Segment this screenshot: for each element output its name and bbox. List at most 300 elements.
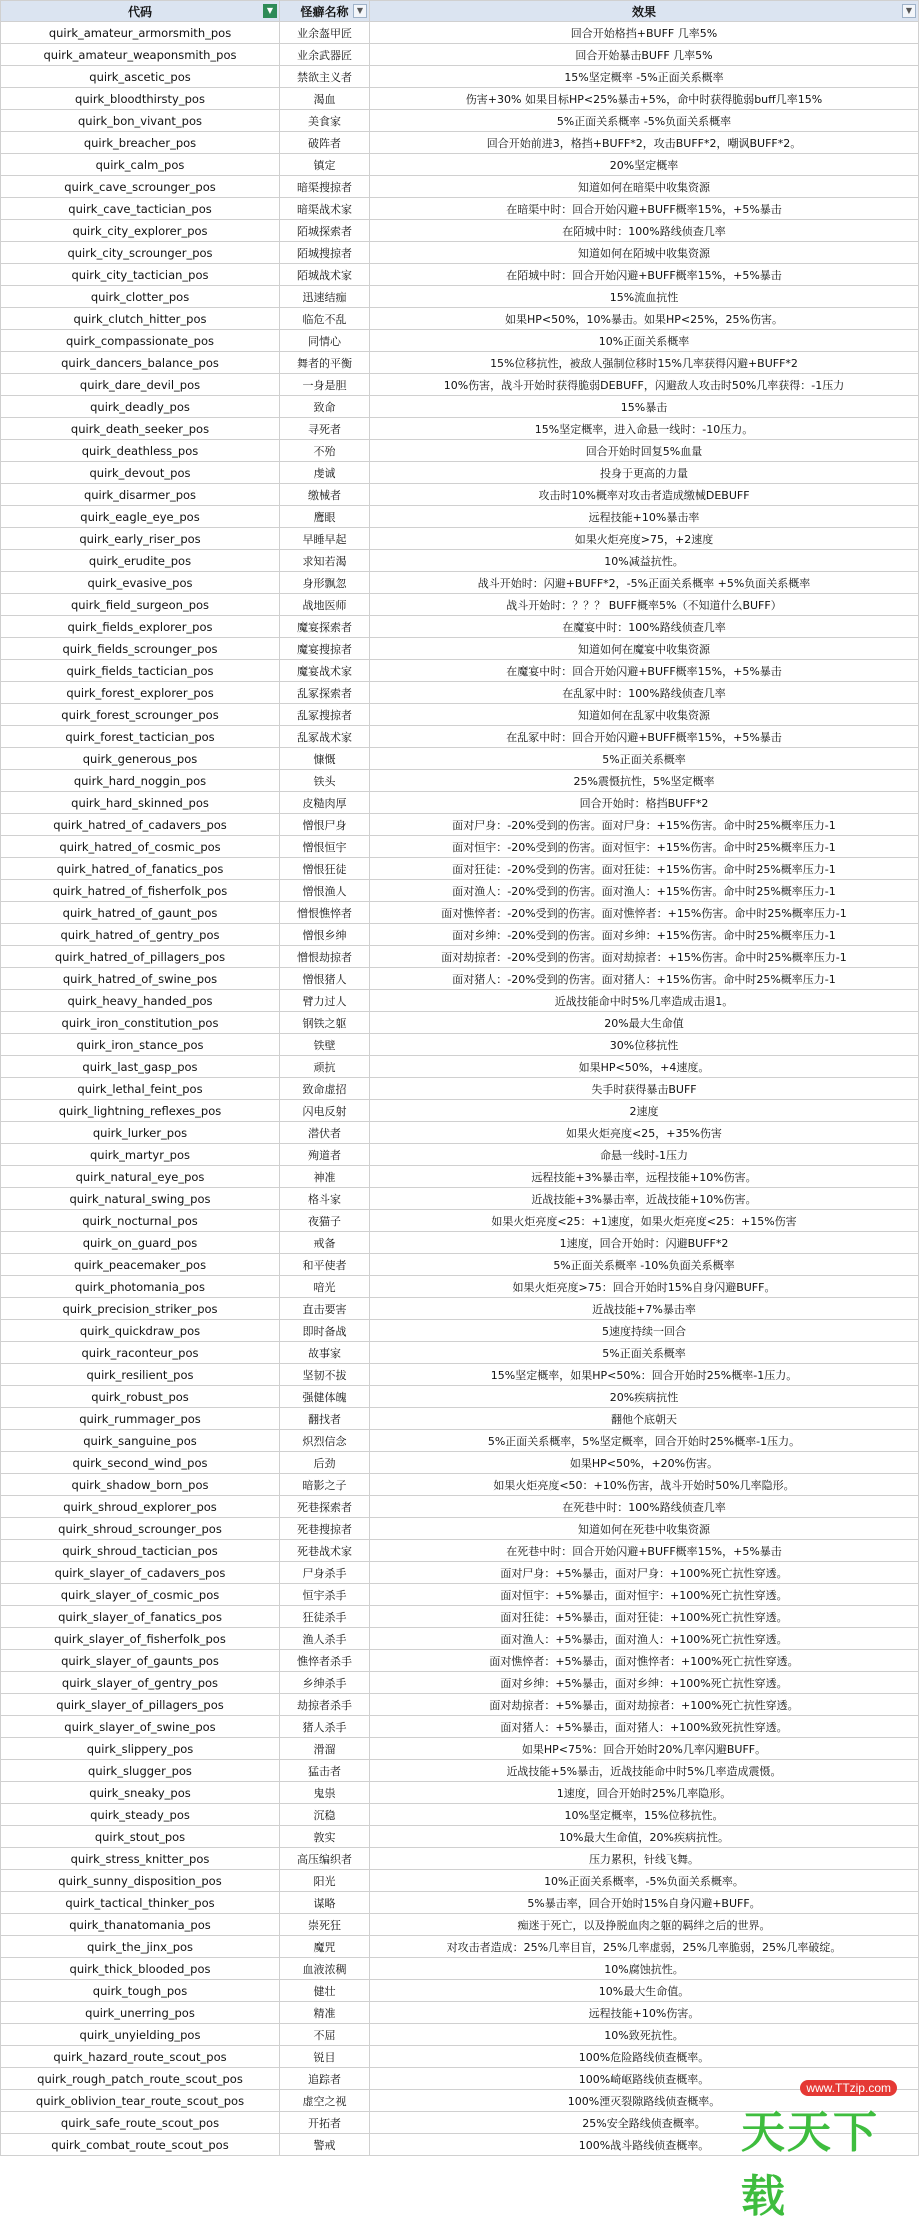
cell-effect[interactable]: 100%危险路线侦查概率。 <box>370 2046 919 2067</box>
cell-code[interactable]: quirk_natural_swing_pos <box>0 1188 280 1209</box>
cell-code[interactable]: quirk_slayer_of_gentry_pos <box>0 1672 280 1693</box>
cell-effect[interactable]: 在乱冢中时：回合开始闪避+BUFF概率15%，+5%暴击 <box>370 726 919 747</box>
cell-effect[interactable]: 25%震慑抗性，5%坚定概率 <box>370 770 919 791</box>
cell-name[interactable]: 虚空之视 <box>280 2090 370 2111</box>
cell-effect[interactable]: 在暗渠中时：回合开始闪避+BUFF概率15%，+5%暴击 <box>370 198 919 219</box>
cell-name[interactable]: 喑光 <box>280 1276 370 1297</box>
cell-name[interactable]: 业余盔甲匠 <box>280 22 370 43</box>
cell-effect[interactable]: 10%最大生命值。 <box>370 1980 919 2001</box>
cell-effect[interactable]: 如果火炬亮度>75：回合开始时15%自身闪避BUFF。 <box>370 1276 919 1297</box>
cell-effect[interactable]: 25%安全路线侦查概率。 <box>370 2112 919 2133</box>
cell-name[interactable]: 陌城战术家 <box>280 264 370 285</box>
cell-effect[interactable]: 100%战斗路线侦查概率。 <box>370 2134 919 2155</box>
cell-code[interactable]: quirk_rough_patch_route_scout_pos <box>0 2068 280 2089</box>
cell-name[interactable]: 陌城搜掠者 <box>280 242 370 263</box>
cell-effect[interactable]: 面对恒宇：+5%暴击，面对恒宇：+100%死亡抗性穿透。 <box>370 1584 919 1605</box>
cell-name[interactable]: 魔宴搜掠者 <box>280 638 370 659</box>
cell-code[interactable]: quirk_hatred_of_cadavers_pos <box>0 814 280 835</box>
cell-name[interactable]: 乱冢战术家 <box>280 726 370 747</box>
cell-name[interactable]: 开拓者 <box>280 2112 370 2133</box>
cell-code[interactable]: quirk_natural_eye_pos <box>0 1166 280 1187</box>
cell-effect[interactable]: 战斗开始时：闪避+BUFF*2，-5%正面关系概率 +5%负面关系概率 <box>370 572 919 593</box>
cell-effect[interactable]: 战斗开始时：？？？ BUFF概率5%（不知道什么BUFF） <box>370 594 919 615</box>
cell-effect[interactable]: 痴迷于死亡，以及挣脱血肉之躯的羁绊之后的世界。 <box>370 1914 919 1935</box>
cell-code[interactable]: quirk_deadly_pos <box>0 396 280 417</box>
cell-name[interactable]: 魔宴战术家 <box>280 660 370 681</box>
cell-code[interactable]: quirk_lightning_reflexes_pos <box>0 1100 280 1121</box>
cell-code[interactable]: quirk_photomania_pos <box>0 1276 280 1297</box>
cell-code[interactable]: quirk_deathless_pos <box>0 440 280 461</box>
cell-code[interactable]: quirk_sanguine_pos <box>0 1430 280 1451</box>
cell-effect[interactable]: 在乱冢中时：100%路线侦查几率 <box>370 682 919 703</box>
cell-code[interactable]: quirk_hazard_route_scout_pos <box>0 2046 280 2067</box>
cell-effect[interactable]: 回合开始前进3，格挡+BUFF*2，攻击BUFF*2，嘲讽BUFF*2。 <box>370 132 919 153</box>
cell-effect[interactable]: 面对狂徒：+5%暴击，面对狂徒：+100%死亡抗性穿透。 <box>370 1606 919 1627</box>
cell-effect[interactable]: 如果火炬亮度<25：+1速度，如果火炬亮度<25：+15%伤害 <box>370 1210 919 1231</box>
cell-code[interactable]: quirk_thick_blooded_pos <box>0 1958 280 1979</box>
column-header-name[interactable] <box>280 1 370 21</box>
cell-name[interactable]: 猪人杀手 <box>280 1716 370 1737</box>
cell-name[interactable]: 战地医师 <box>280 594 370 615</box>
cell-name[interactable]: 美食家 <box>280 110 370 131</box>
cell-name[interactable]: 戒备 <box>280 1232 370 1253</box>
cell-code[interactable]: quirk_sunny_disposition_pos <box>0 1870 280 1891</box>
cell-name[interactable]: 顽抗 <box>280 1056 370 1077</box>
cell-name[interactable]: 渔人杀手 <box>280 1628 370 1649</box>
cell-effect[interactable]: 面对尸身：+5%暴击，面对尸身：+100%死亡抗性穿透。 <box>370 1562 919 1583</box>
cell-code[interactable]: quirk_unerring_pos <box>0 2002 280 2023</box>
filter-icon[interactable]: ▼ <box>263 4 277 18</box>
cell-name[interactable]: 憎恨恒宇 <box>280 836 370 857</box>
cell-name[interactable]: 憎恨尸身 <box>280 814 370 835</box>
cell-effect[interactable]: 面对猪人：-20%受到的伤害。面对猪人：+15%伤害。命中时25%概率压力-1 <box>370 968 919 989</box>
cell-code[interactable]: quirk_robust_pos <box>0 1386 280 1407</box>
cell-effect[interactable]: 知道如何在乱冢中收集资源 <box>370 704 919 725</box>
cell-name[interactable]: 舞者的平衡 <box>280 352 370 373</box>
cell-name[interactable]: 憎恨乡绅 <box>280 924 370 945</box>
cell-name[interactable]: 谋略 <box>280 1892 370 1913</box>
cell-code[interactable]: quirk_steady_pos <box>0 1804 280 1825</box>
cell-effect[interactable]: 15%暴击 <box>370 396 919 417</box>
cell-name[interactable]: 乱冢探索者 <box>280 682 370 703</box>
cell-name[interactable]: 潜伏者 <box>280 1122 370 1143</box>
cell-code[interactable]: quirk_on_guard_pos <box>0 1232 280 1253</box>
cell-name[interactable]: 故事家 <box>280 1342 370 1363</box>
cell-effect[interactable]: 2速度 <box>370 1100 919 1121</box>
cell-name[interactable]: 坚韧不拔 <box>280 1364 370 1385</box>
cell-effect[interactable]: 30%位移抗性 <box>370 1034 919 1055</box>
cell-effect[interactable]: 面对渔人：+5%暴击，面对渔人：+100%死亡抗性穿透。 <box>370 1628 919 1649</box>
cell-effect[interactable]: 在魔宴中时：100%路线侦查几率 <box>370 616 919 637</box>
cell-code[interactable]: quirk_slayer_of_swine_pos <box>0 1716 280 1737</box>
cell-name[interactable]: 同情心 <box>280 330 370 351</box>
cell-effect[interactable]: 近战技能+3%暴击率，近战技能+10%伤害。 <box>370 1188 919 1209</box>
cell-effect[interactable]: 100%崎岖路线侦查概率。 <box>370 2068 919 2089</box>
cell-effect[interactable]: 20%坚定概率 <box>370 154 919 175</box>
cell-name[interactable]: 鹰眼 <box>280 506 370 527</box>
cell-effect[interactable]: 10%正面关系概率，-5%负面关系概率。 <box>370 1870 919 1891</box>
cell-name[interactable]: 直击要害 <box>280 1298 370 1319</box>
cell-code[interactable]: quirk_ascetic_pos <box>0 66 280 87</box>
cell-code[interactable]: quirk_rummager_pos <box>0 1408 280 1429</box>
cell-effect[interactable]: 如果火炬亮度>75，+2速度 <box>370 528 919 549</box>
cell-effect[interactable]: 10%减益抗性。 <box>370 550 919 571</box>
cell-name[interactable]: 尸身杀手 <box>280 1562 370 1583</box>
cell-effect[interactable]: 翻他个底朝天 <box>370 1408 919 1429</box>
cell-effect[interactable]: 如果HP<50%，+20%伤害。 <box>370 1452 919 1473</box>
table-row <box>0 1474 919 1496</box>
cell-code[interactable]: quirk_city_tactician_pos <box>0 264 280 285</box>
cell-code[interactable]: quirk_lurker_pos <box>0 1122 280 1143</box>
cell-code[interactable]: quirk_hatred_of_gaunt_pos <box>0 902 280 923</box>
cell-effect[interactable]: 面对劫掠者：+5%暴击，面对劫掠者：+100%死亡抗性穿透。 <box>370 1694 919 1715</box>
cell-code[interactable]: quirk_amateur_weaponsmith_pos <box>0 44 280 65</box>
cell-effect[interactable]: 10%坚定概率，15%位移抗性。 <box>370 1804 919 1825</box>
cell-name[interactable]: 身形飘忽 <box>280 572 370 593</box>
column-header-effect[interactable] <box>370 1 919 21</box>
cell-code[interactable]: quirk_forest_scrounger_pos <box>0 704 280 725</box>
cell-code[interactable]: quirk_heavy_handed_pos <box>0 990 280 1011</box>
cell-code[interactable]: quirk_erudite_pos <box>0 550 280 571</box>
cell-code[interactable]: quirk_shadow_born_pos <box>0 1474 280 1495</box>
cell-effect[interactable]: 如果火炬亮度<50：+10%伤害，战斗开始时50%几率隐形。 <box>370 1474 919 1495</box>
cell-effect[interactable]: 回合开始时：格挡BUFF*2 <box>370 792 919 813</box>
cell-code[interactable]: quirk_raconteur_pos <box>0 1342 280 1363</box>
cell-code[interactable]: quirk_fields_explorer_pos <box>0 616 280 637</box>
cell-code[interactable]: quirk_precision_striker_pos <box>0 1298 280 1319</box>
cell-effect[interactable]: 5速度持续一回合 <box>370 1320 919 1341</box>
cell-effect[interactable]: 在陌城中时：回合开始闪避+BUFF概率15%，+5%暴击 <box>370 264 919 285</box>
cell-name[interactable]: 神准 <box>280 1166 370 1187</box>
cell-name[interactable]: 憎恨憔悴者 <box>280 902 370 923</box>
column-header-code[interactable] <box>0 1 280 21</box>
cell-code[interactable]: quirk_dare_devil_pos <box>0 374 280 395</box>
cell-effect[interactable]: 攻击时10%概率对攻击者造成缴械DEBUFF <box>370 484 919 505</box>
cell-code[interactable]: quirk_city_explorer_pos <box>0 220 280 241</box>
cell-code[interactable]: quirk_hatred_of_fisherfolk_pos <box>0 880 280 901</box>
cell-code[interactable]: quirk_tough_pos <box>0 1980 280 2001</box>
cell-code[interactable]: quirk_hatred_of_fanatics_pos <box>0 858 280 879</box>
cell-code[interactable]: quirk_tactical_thinker_pos <box>0 1892 280 1913</box>
cell-code[interactable]: quirk_sneaky_pos <box>0 1782 280 1803</box>
cell-name[interactable]: 劫掠者杀手 <box>280 1694 370 1715</box>
cell-name[interactable]: 憎恨渔人 <box>280 880 370 901</box>
cell-effect[interactable]: 10%致死抗性。 <box>370 2024 919 2045</box>
cell-name[interactable]: 魔宴探索者 <box>280 616 370 637</box>
cell-name[interactable]: 致命 <box>280 396 370 417</box>
cell-code[interactable]: quirk_slayer_of_pillagers_pos <box>0 1694 280 1715</box>
cell-effect[interactable]: 10%伤害，战斗开始时获得脆弱DEBUFF，闪避敌人攻击时50%几率获得：-1压力 <box>370 374 919 395</box>
cell-code[interactable]: quirk_hatred_of_pillagers_pos <box>0 946 280 967</box>
cell-code[interactable]: quirk_unyielding_pos <box>0 2024 280 2045</box>
cell-name[interactable]: 铁壁 <box>280 1034 370 1055</box>
cell-name[interactable]: 殉道者 <box>280 1144 370 1165</box>
cell-effect[interactable]: 面对乡绅：-20%受到的伤害。面对乡绅：+15%伤害。命中时25%概率压力-1 <box>370 924 919 945</box>
cell-effect[interactable]: 15%坚定概率 -5%正面关系概率 <box>370 66 919 87</box>
cell-code[interactable]: quirk_peacemaker_pos <box>0 1254 280 1275</box>
cell-code[interactable]: quirk_thanatomania_pos <box>0 1914 280 1935</box>
cell-effect[interactable]: 面对狂徒：-20%受到的伤害。面对狂徒：+15%伤害。命中时25%概率压力-1 <box>370 858 919 879</box>
cell-code[interactable]: quirk_iron_constitution_pos <box>0 1012 280 1033</box>
cell-effect[interactable]: 面对猪人：+5%暴击，面对猪人：+100%致死抗性穿透。 <box>370 1716 919 1737</box>
cell-code[interactable]: quirk_breacher_pos <box>0 132 280 153</box>
cell-effect[interactable]: 在魔宴中时：回合开始闪避+BUFF概率15%，+5%暴击 <box>370 660 919 681</box>
cell-name[interactable]: 炽烈信念 <box>280 1430 370 1451</box>
cell-name[interactable]: 暗渠搜掠者 <box>280 176 370 197</box>
cell-name[interactable]: 滑溜 <box>280 1738 370 1759</box>
cell-effect[interactable]: 15%坚定概率，进入命悬一线时：-10压力。 <box>370 418 919 439</box>
cell-effect[interactable]: 面对劫掠者：-20%受到的伤害。面对劫掠者：+15%伤害。命中时25%概率压力-1 <box>370 946 919 967</box>
cell-code[interactable]: quirk_stress_knitter_pos <box>0 1848 280 1869</box>
cell-code[interactable]: quirk_clutch_hitter_pos <box>0 308 280 329</box>
cell-effect[interactable]: 1速度，回合开始时：闪避BUFF*2 <box>370 1232 919 1253</box>
cell-effect[interactable]: 回合开始格挡+BUFF 几率5% <box>370 22 919 43</box>
cell-effect[interactable]: 10%腐蚀抗性。 <box>370 1958 919 1979</box>
cell-name[interactable]: 即时备战 <box>280 1320 370 1341</box>
cell-effect[interactable]: 对攻击者造成：25%几率目盲，25%几率虚弱，25%几率脆弱，25%几率破绽。 <box>370 1936 919 1957</box>
cell-effect[interactable]: 15%位移抗性，被敌人强制位移时15%几率获得闪避+BUFF*2 <box>370 352 919 373</box>
cell-code[interactable]: quirk_death_seeker_pos <box>0 418 280 439</box>
cell-name[interactable]: 禁欲主义者 <box>280 66 370 87</box>
cell-effect[interactable]: 如果HP<50%，10%暴击。如果HP<25%，25%伤害。 <box>370 308 919 329</box>
cell-effect[interactable]: 20%最大生命值 <box>370 1012 919 1033</box>
cell-name[interactable]: 求知若渴 <box>280 550 370 571</box>
cell-name[interactable]: 不殆 <box>280 440 370 461</box>
cell-effect[interactable]: 远程技能+3%暴击率，远程技能+10%伤害。 <box>370 1166 919 1187</box>
cell-effect[interactable]: 15%流血抗性 <box>370 286 919 307</box>
cell-code[interactable]: quirk_shroud_explorer_pos <box>0 1496 280 1517</box>
cell-name[interactable]: 死巷探索者 <box>280 1496 370 1517</box>
cell-code[interactable]: quirk_slayer_of_gaunts_pos <box>0 1650 280 1671</box>
cell-effect[interactable]: 5%正面关系概率 -5%负面关系概率 <box>370 110 919 131</box>
cell-name[interactable]: 敦实 <box>280 1826 370 1847</box>
cell-name[interactable]: 迅速结痂 <box>280 286 370 307</box>
cell-name[interactable]: 恒宇杀手 <box>280 1584 370 1605</box>
cell-name[interactable]: 临危不乱 <box>280 308 370 329</box>
cell-name[interactable]: 沉稳 <box>280 1804 370 1825</box>
cell-effect[interactable]: 命悬一线时-1压力 <box>370 1144 919 1165</box>
cell-name[interactable]: 锐目 <box>280 2046 370 2067</box>
cell-name[interactable]: 虔诚 <box>280 462 370 483</box>
cell-name[interactable]: 警戒 <box>280 2134 370 2155</box>
cell-effect[interactable]: 在死巷中时：回合开始闪避+BUFF概率15%，+5%暴击 <box>370 1540 919 1561</box>
cell-code[interactable]: quirk_the_jinx_pos <box>0 1936 280 1957</box>
cell-name[interactable]: 寻死者 <box>280 418 370 439</box>
cell-code[interactable]: quirk_lethal_feint_pos <box>0 1078 280 1099</box>
cell-code[interactable]: quirk_second_wind_pos <box>0 1452 280 1473</box>
cell-name[interactable]: 夜猫子 <box>280 1210 370 1231</box>
cell-name[interactable]: 憎恨猪人 <box>280 968 370 989</box>
cell-effect[interactable]: 5%正面关系概率 -10%负面关系概率 <box>370 1254 919 1275</box>
cell-name[interactable]: 追踪者 <box>280 2068 370 2089</box>
cell-effect[interactable]: 5%暴击率，回合开始时15%自身闪避+BUFF。 <box>370 1892 919 1913</box>
cell-code[interactable]: quirk_iron_stance_pos <box>0 1034 280 1055</box>
cell-name[interactable]: 魔咒 <box>280 1936 370 1957</box>
cell-effect[interactable]: 近战技能命中时5%几率造成击退1。 <box>370 990 919 1011</box>
cell-code[interactable]: quirk_combat_route_scout_pos <box>0 2134 280 2155</box>
cell-code[interactable]: quirk_hatred_of_gentry_pos <box>0 924 280 945</box>
cell-name[interactable]: 暗影之子 <box>280 1474 370 1495</box>
cell-code[interactable]: quirk_safe_route_scout_pos <box>0 2112 280 2133</box>
cell-effect[interactable]: 知道如何在魔宴中收集资源 <box>370 638 919 659</box>
cell-effect[interactable]: 知道如何在暗渠中收集资源 <box>370 176 919 197</box>
cell-name[interactable]: 陌城探索者 <box>280 220 370 241</box>
cell-name[interactable]: 钢铁之躯 <box>280 1012 370 1033</box>
cell-name[interactable]: 慷慨 <box>280 748 370 769</box>
cell-effect[interactable]: 投身于更高的力量 <box>370 462 919 483</box>
cell-code[interactable]: quirk_hard_noggin_pos <box>0 770 280 791</box>
cell-code[interactable]: quirk_slugger_pos <box>0 1760 280 1781</box>
cell-name[interactable]: 猛击者 <box>280 1760 370 1781</box>
cell-effect[interactable]: 如果HP<75%：回合开始时20%几率闪避BUFF。 <box>370 1738 919 1759</box>
cell-effect[interactable]: 回合开始暴击BUFF 几率5% <box>370 44 919 65</box>
cell-code[interactable]: quirk_bon_vivant_pos <box>0 110 280 131</box>
cell-name[interactable]: 翻找者 <box>280 1408 370 1429</box>
cell-code[interactable]: quirk_generous_pos <box>0 748 280 769</box>
cell-code[interactable]: quirk_slippery_pos <box>0 1738 280 1759</box>
cell-code[interactable]: quirk_quickdraw_pos <box>0 1320 280 1341</box>
cell-effect[interactable]: 近战技能+5%暴击，近战技能命中时5%几率造成震慑。 <box>370 1760 919 1781</box>
cell-name[interactable]: 死巷战术家 <box>280 1540 370 1561</box>
cell-effect[interactable]: 5%正面关系概率 <box>370 1342 919 1363</box>
filter-dropdown-icon[interactable]: ▼ <box>902 4 916 18</box>
cell-code[interactable]: quirk_devout_pos <box>0 462 280 483</box>
cell-code[interactable]: quirk_oblivion_tear_route_scout_pos <box>0 2090 280 2111</box>
cell-code[interactable]: quirk_bloodthirsty_pos <box>0 88 280 109</box>
cell-effect[interactable]: 如果HP<50%，+4速度。 <box>370 1056 919 1077</box>
cell-name[interactable]: 业余武器匠 <box>280 44 370 65</box>
cell-effect[interactable]: 伤害+30% 如果目标HP<25%暴击+5%，命中时获得脆弱buff几率15% <box>370 88 919 109</box>
cell-name[interactable]: 铁头 <box>280 770 370 791</box>
cell-name[interactable]: 狂徒杀手 <box>280 1606 370 1627</box>
cell-code[interactable]: quirk_dancers_balance_pos <box>0 352 280 373</box>
cell-effect[interactable]: 知道如何在陌城中收集资源 <box>370 242 919 263</box>
cell-name[interactable]: 致命虚招 <box>280 1078 370 1099</box>
cell-name[interactable]: 格斗家 <box>280 1188 370 1209</box>
cell-name[interactable]: 血液浓稠 <box>280 1958 370 1979</box>
cell-code[interactable]: quirk_compassionate_pos <box>0 330 280 351</box>
cell-name[interactable]: 健壮 <box>280 1980 370 2001</box>
cell-code[interactable]: quirk_cave_scrounger_pos <box>0 176 280 197</box>
cell-code[interactable]: quirk_field_surgeon_pos <box>0 594 280 615</box>
cell-name[interactable]: 乡绅杀手 <box>280 1672 370 1693</box>
cell-name[interactable]: 暗渠战术家 <box>280 198 370 219</box>
cell-name[interactable]: 憎恨劫掠者 <box>280 946 370 967</box>
cell-effect[interactable]: 在陌城中时：100%路线侦查几率 <box>370 220 919 241</box>
cell-code[interactable]: quirk_eagle_eye_pos <box>0 506 280 527</box>
cell-effect[interactable]: 远程技能+10%暴击率 <box>370 506 919 527</box>
cell-name[interactable]: 镇定 <box>280 154 370 175</box>
cell-code[interactable]: quirk_slayer_of_cadavers_pos <box>0 1562 280 1583</box>
cell-effect[interactable]: 10%最大生命值，20%疾病抗性。 <box>370 1826 919 1847</box>
cell-name[interactable]: 渴血 <box>280 88 370 109</box>
cell-code[interactable]: quirk_evasive_pos <box>0 572 280 593</box>
cell-code[interactable]: quirk_stout_pos <box>0 1826 280 1847</box>
cell-code[interactable]: quirk_calm_pos <box>0 154 280 175</box>
cell-code[interactable]: quirk_shroud_scrounger_pos <box>0 1518 280 1539</box>
cell-effect[interactable]: 面对乡绅：+5%暴击，面对乡绅：+100%死亡抗性穿透。 <box>370 1672 919 1693</box>
cell-name[interactable]: 破阵者 <box>280 132 370 153</box>
cell-effect[interactable]: 面对憔悴者：-20%受到的伤害。面对憔悴者：+15%伤害。命中时25%概率压力-1 <box>370 902 919 923</box>
cell-code[interactable]: quirk_fields_tactician_pos <box>0 660 280 681</box>
cell-code[interactable]: quirk_hatred_of_cosmic_pos <box>0 836 280 857</box>
cell-name[interactable]: 闪电反射 <box>280 1100 370 1121</box>
cell-name[interactable]: 皮糙肉厚 <box>280 792 370 813</box>
cell-code[interactable]: quirk_cave_tactician_pos <box>0 198 280 219</box>
cell-name[interactable]: 一身是胆 <box>280 374 370 395</box>
cell-name[interactable]: 缴械者 <box>280 484 370 505</box>
cell-effect[interactable]: 知道如何在死巷中收集资源 <box>370 1518 919 1539</box>
cell-name[interactable]: 憎恨狂徒 <box>280 858 370 879</box>
cell-effect[interactable]: 面对渔人：-20%受到的伤害。面对渔人：+15%伤害。命中时25%概率压力-1 <box>370 880 919 901</box>
cell-effect[interactable]: 20%疾病抗性 <box>370 1386 919 1407</box>
cell-effect[interactable]: 如果火炬亮度<25，+35%伤害 <box>370 1122 919 1143</box>
cell-code[interactable]: quirk_last_gasp_pos <box>0 1056 280 1077</box>
cell-code[interactable]: quirk_hard_skinned_pos <box>0 792 280 813</box>
cell-effect[interactable]: 5%正面关系概率 <box>370 748 919 769</box>
cell-code[interactable]: quirk_slayer_of_cosmic_pos <box>0 1584 280 1605</box>
cell-effect[interactable]: 失手时获得暴击BUFF <box>370 1078 919 1099</box>
cell-code[interactable]: quirk_hatred_of_swine_pos <box>0 968 280 989</box>
cell-code[interactable]: quirk_early_riser_pos <box>0 528 280 549</box>
cell-name[interactable]: 不屈 <box>280 2024 370 2045</box>
cell-code[interactable]: quirk_forest_tactician_pos <box>0 726 280 747</box>
cell-effect[interactable]: 1速度，回合开始时25%几率隐形。 <box>370 1782 919 1803</box>
cell-effect[interactable]: 10%正面关系概率 <box>370 330 919 351</box>
cell-name[interactable]: 高压编织者 <box>280 1848 370 1869</box>
cell-code[interactable]: quirk_shroud_tactician_pos <box>0 1540 280 1561</box>
cell-code[interactable]: quirk_resilient_pos <box>0 1364 280 1385</box>
cell-code[interactable]: quirk_clotter_pos <box>0 286 280 307</box>
cell-effect[interactable]: 面对憔悴者：+5%暴击，面对憔悴者：+100%死亡抗性穿透。 <box>370 1650 919 1671</box>
cell-effect[interactable]: 15%坚定概率，如果HP<50%：回合开始时25%概率-1压力。 <box>370 1364 919 1385</box>
cell-code[interactable]: quirk_city_scrounger_pos <box>0 242 280 263</box>
cell-effect[interactable]: 远程技能+10%伤害。 <box>370 2002 919 2023</box>
cell-name[interactable]: 臂力过人 <box>280 990 370 1011</box>
cell-name[interactable]: 崇死狂 <box>280 1914 370 1935</box>
table-row <box>0 308 919 330</box>
cell-name[interactable]: 强健体魄 <box>280 1386 370 1407</box>
cell-code[interactable]: quirk_martyr_pos <box>0 1144 280 1165</box>
cell-effect[interactable]: 100%湮灭裂隙路线侦查概率。 <box>370 2090 919 2111</box>
cell-effect[interactable]: 近战技能+7%暴击率 <box>370 1298 919 1319</box>
cell-name[interactable]: 阳光 <box>280 1870 370 1891</box>
cell-name[interactable]: 精准 <box>280 2002 370 2023</box>
cell-code[interactable]: quirk_slayer_of_fanatics_pos <box>0 1606 280 1627</box>
cell-name[interactable]: 早睡早起 <box>280 528 370 549</box>
cell-name[interactable]: 鬼祟 <box>280 1782 370 1803</box>
cell-effect[interactable]: 回合开始时回复5%血量 <box>370 440 919 461</box>
cell-effect[interactable]: 在死巷中时：100%路线侦查几率 <box>370 1496 919 1517</box>
cell-name[interactable]: 和平使者 <box>280 1254 370 1275</box>
cell-code[interactable]: quirk_nocturnal_pos <box>0 1210 280 1231</box>
cell-code[interactable]: quirk_disarmer_pos <box>0 484 280 505</box>
cell-code[interactable]: quirk_amateur_armorsmith_pos <box>0 22 280 43</box>
cell-effect[interactable]: 面对恒宇：-20%受到的伤害。面对恒宇：+15%伤害。命中时25%概率压力-1 <box>370 836 919 857</box>
filter-dropdown-icon[interactable]: ▼ <box>353 4 367 18</box>
cell-effect[interactable]: 压力累积，针线飞舞。 <box>370 1848 919 1869</box>
cell-name[interactable]: 后劲 <box>280 1452 370 1473</box>
cell-effect[interactable]: 5%正面关系概率，5%坚定概率，回合开始时25%概率-1压力。 <box>370 1430 919 1451</box>
cell-effect[interactable]: 面对尸身：-20%受到的伤害。面对尸身：+15%伤害。命中时25%概率压力-1 <box>370 814 919 835</box>
cell-code[interactable]: quirk_slayer_of_fisherfolk_pos <box>0 1628 280 1649</box>
cell-name[interactable]: 憔悴者杀手 <box>280 1650 370 1671</box>
table-row <box>0 220 919 242</box>
cell-code[interactable]: quirk_forest_explorer_pos <box>0 682 280 703</box>
cell-name[interactable]: 死巷搜掠者 <box>280 1518 370 1539</box>
cell-name[interactable]: 乱冢搜掠者 <box>280 704 370 725</box>
cell-code[interactable]: quirk_fields_scrounger_pos <box>0 638 280 659</box>
